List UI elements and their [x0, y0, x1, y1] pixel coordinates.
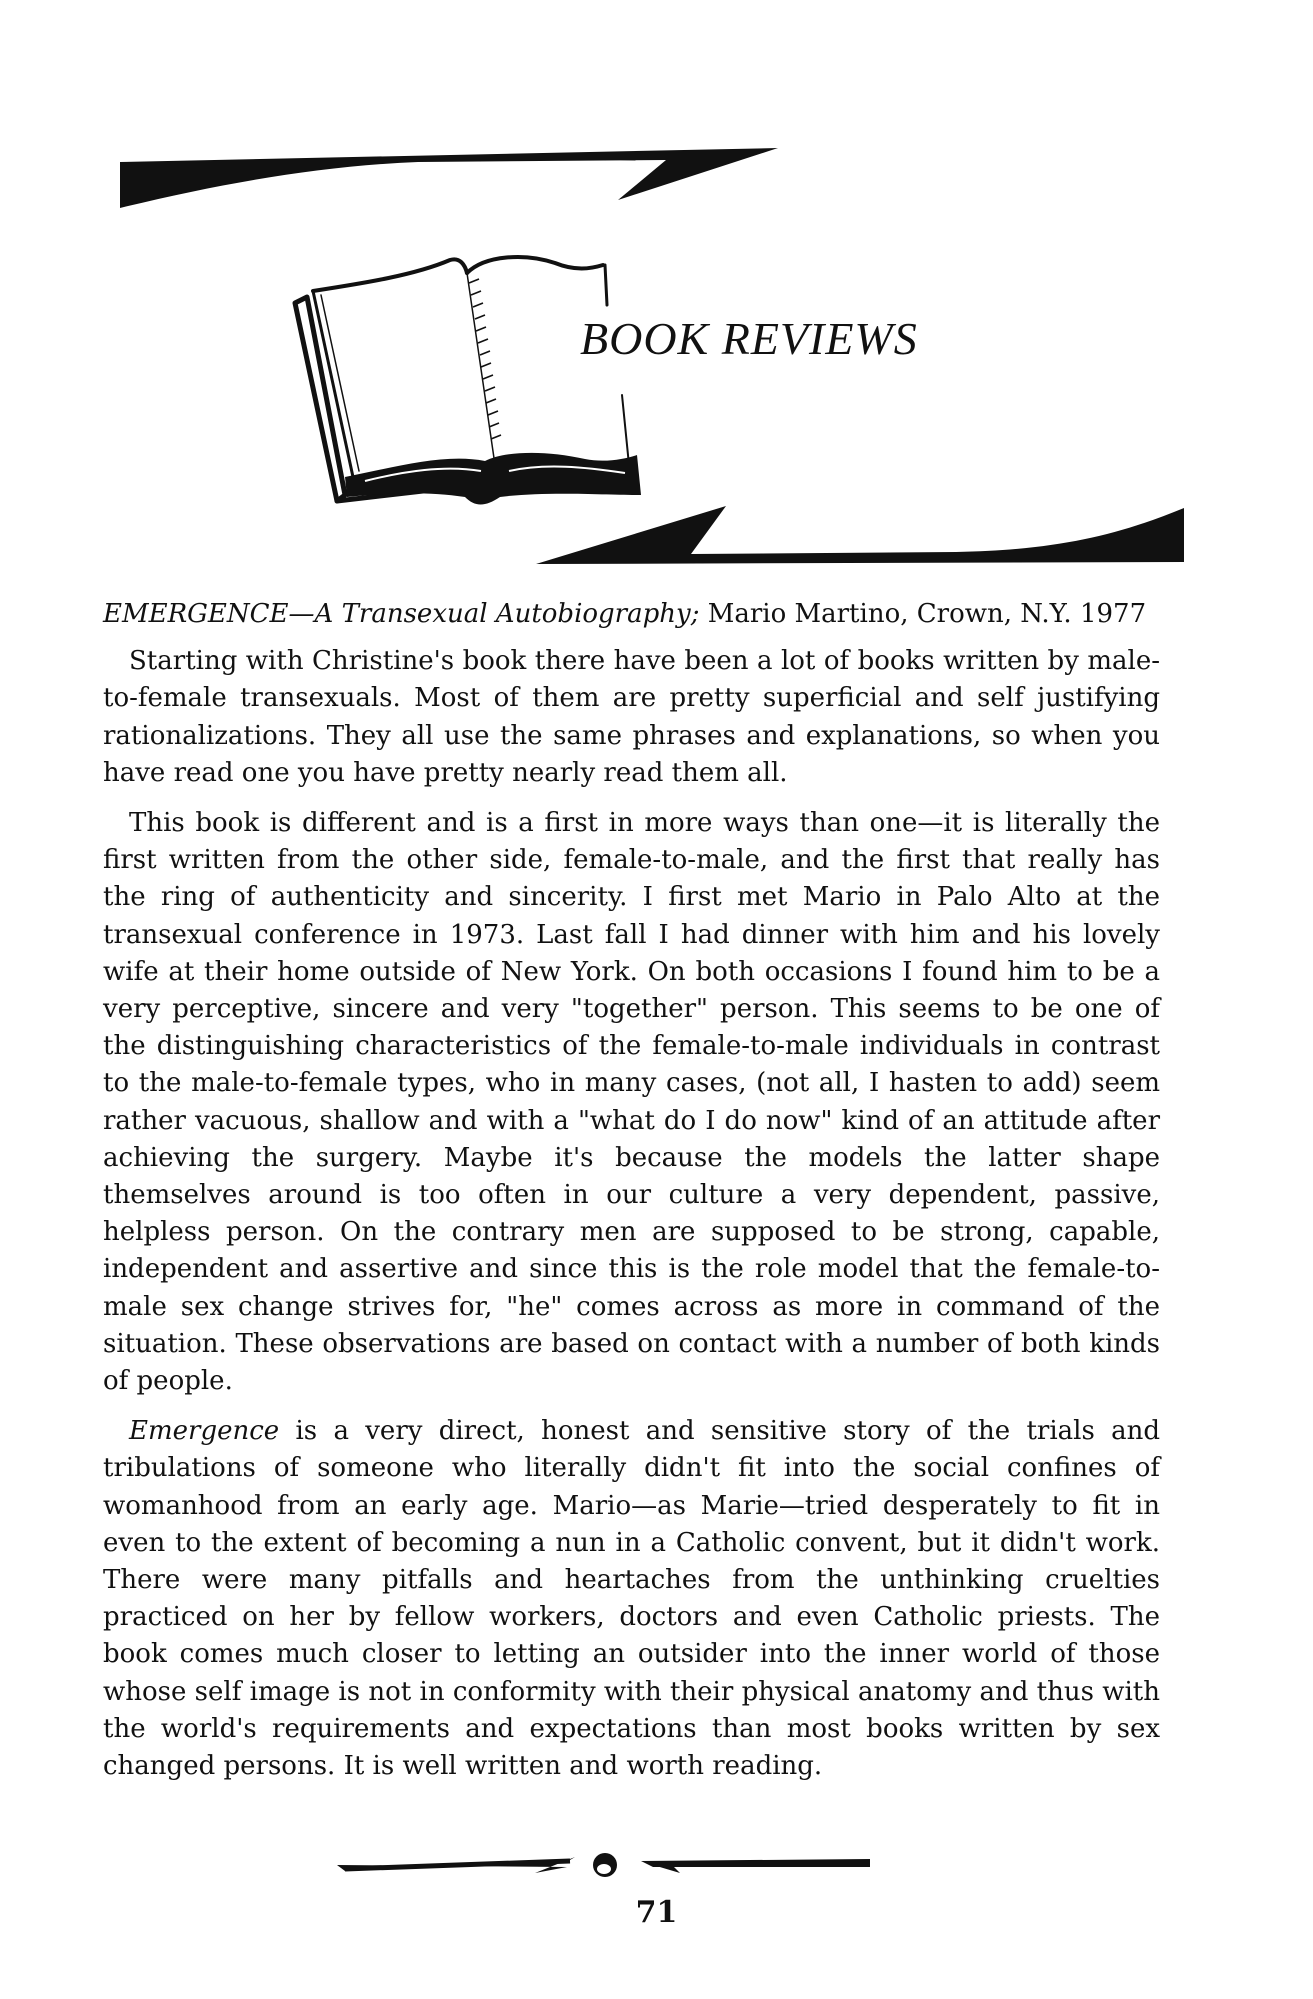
page-number: 71 — [635, 1895, 678, 1930]
bottom-swoosh-bar-icon — [536, 506, 1186, 568]
ornamental-divider-icon — [335, 1845, 875, 1885]
book-citation — [103, 596, 1160, 633]
review-paragraph-2: This book is different and is a first in more ways than one—it is literally the first written from the other side, female-to-male, and the first that really has the ring of authenticity and sincerity. I first met Mario in Palo Alto at the transexual conference in 1973. Last fall I had dinner with him and his lovely wife at their home outside of New York. On both occasions I found him to be a very perceptive, sincere and very "together" person. This seems to be one of the distinguishing characteristics of the female-to-male individuals in contrast to the male-to-female types, who in many cases, (not all, I hasten to add) seem rather vacuous, shallow and with a "what do I do now" kind of an attitude after achieving the surgery. Maybe it's because the models the latter shape themselves around is too often in our culture a very dependent, passive, helpless person. On the contrary men are supposed to be strong, capable, independent and assertive and since this is the role model that the female-to-male sex change strives for, "he" comes across as more in command of the situation. These observations are based on contact with a number of both kinds of people. — [103, 808, 1160, 1397]
review-paragraph-1: Starting with Christine's book there have been a lot of books written by male-to-female transexuals. Most of them are pretty superficial and self justifying rationalizations. They all use the same phrases and explanations, so when you have read one you have pretty nearly read them all. — [103, 646, 1160, 788]
review-article — [103, 596, 1160, 1798]
book-title-inline: Emergence — [129, 1416, 280, 1447]
citation-details: Mario Martino, Crown, N.Y. 1977 — [699, 599, 1147, 629]
paragraph-3-text: is a very direct, honest and sensitive story of the trials and tribulations of someone who literally didn't fit into the social confines of womanhood from an early age. Mario—as Marie—tried desperately to fit in even to the extent of becoming a nun in a Catholic convent, but it didn't work. There were many pitfalls and heartaches from the unthinking cruelties practiced on her by fellow workers, doctors and even Catholic priests. The book comes much closer to letting an outsider into the inner world of those whose self image is not in conformity with their physical anatomy and thus with the world's requirements and expectations than most books written by sex changed persons. It is well written and worth reading. — [103, 1416, 1160, 1782]
citation-title: EMERGENCE—A Transexual Autobiography; — [103, 599, 700, 629]
open-book-icon — [285, 245, 650, 515]
review-paragraph-3 — [103, 1413, 1160, 1785]
top-swoosh-bar-icon — [118, 148, 778, 210]
section-title: BOOK REVIEWS — [580, 313, 918, 364]
